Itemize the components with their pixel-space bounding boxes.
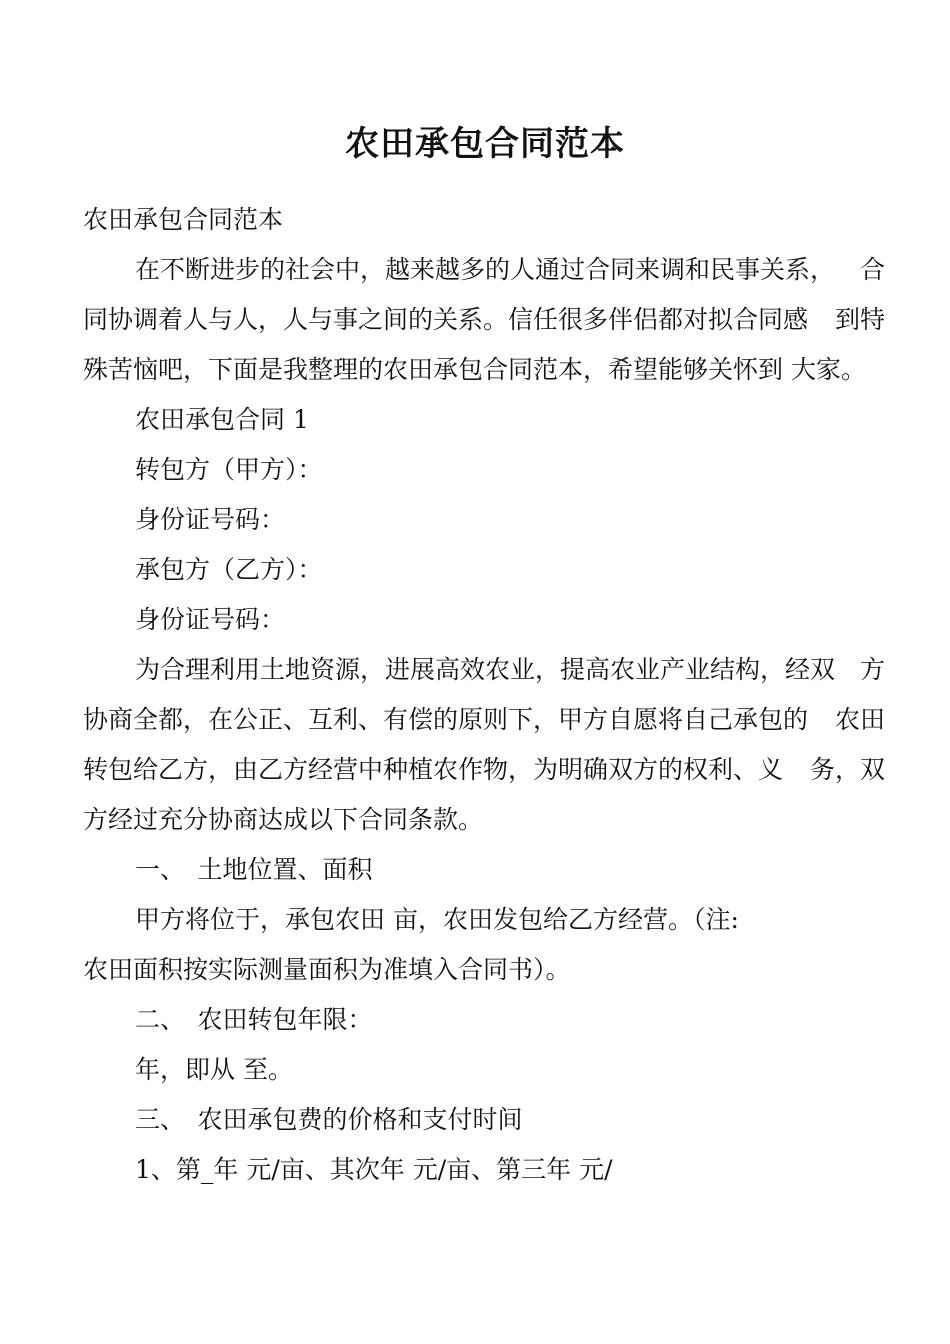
party-a-label: 转包方（甲方）：: [135, 455, 323, 484]
party-a-id-label: 身份证号码：: [135, 505, 286, 534]
section-2-line-1: 年，即从 至。: [135, 1055, 293, 1084]
intro-line-1-main: 在不断进步的社会中，越来越多的人通过合同来调和民事关系，: [135, 255, 836, 284]
intro-line-1-end: 合: [859, 255, 885, 284]
intro-line-3: 殊苦恼吧，下面是我整理的农田承包合同范本，希望能够关怀到 大家。: [83, 355, 866, 384]
intro-line-1: [135, 252, 885, 288]
document-subtitle: 农田承包合同范本: [83, 205, 284, 234]
purpose-line-3: [83, 752, 885, 788]
intro-line-2-main: 同协调着人与人，人与事之间的关系。信任很多伴侣都对拟合同感: [83, 305, 809, 334]
intro-line-2: [83, 302, 885, 338]
section-2-heading: 二、 农田转包年限：: [135, 1005, 373, 1034]
document-title: 农田承包合同范本: [345, 124, 625, 164]
party-b-id-label: 身份证号码：: [135, 605, 286, 634]
purpose-line-3-end: 务，双: [809, 755, 885, 784]
purpose-line-3-main: 转包给乙方，由乙方经营中种植农作物，为明确双方的权利、义: [83, 755, 784, 784]
section-1-heading: 一、 土地位置、面积: [135, 855, 373, 884]
section-1-line-2: 农田面积按实际测量面积为准填入合同书）。: [83, 955, 571, 984]
purpose-line-2-main: 协商全都，在公正、互利、有偿的原则下，甲方自愿将自己承包的: [83, 705, 809, 734]
purpose-line-4: 方经过充分协商达成以下合同条款。: [83, 805, 484, 834]
section-3-line-1: 1、第_年 元/亩、其次年 元/亩、第三年 元/: [135, 1155, 613, 1184]
purpose-line-1-main: 为合理利用土地资源，进展高效农业，提高农业产业结构，经双: [135, 655, 836, 684]
purpose-line-1-end: 方: [859, 655, 885, 684]
party-b-label: 承包方（乙方）：: [135, 555, 323, 584]
section-3-heading: 三、 农田承包费的价格和支付时间: [135, 1105, 523, 1134]
purpose-line-2: [83, 702, 885, 738]
purpose-line-2-end: 农田: [834, 705, 885, 734]
contract-heading: 农田承包合同 1: [135, 405, 309, 434]
section-1-line-1: 甲方将位于，承包农田 亩，农田发包给乙方经营。（注:: [135, 905, 739, 934]
intro-line-2-end: 到特: [834, 305, 885, 334]
purpose-line-1: [135, 652, 885, 688]
